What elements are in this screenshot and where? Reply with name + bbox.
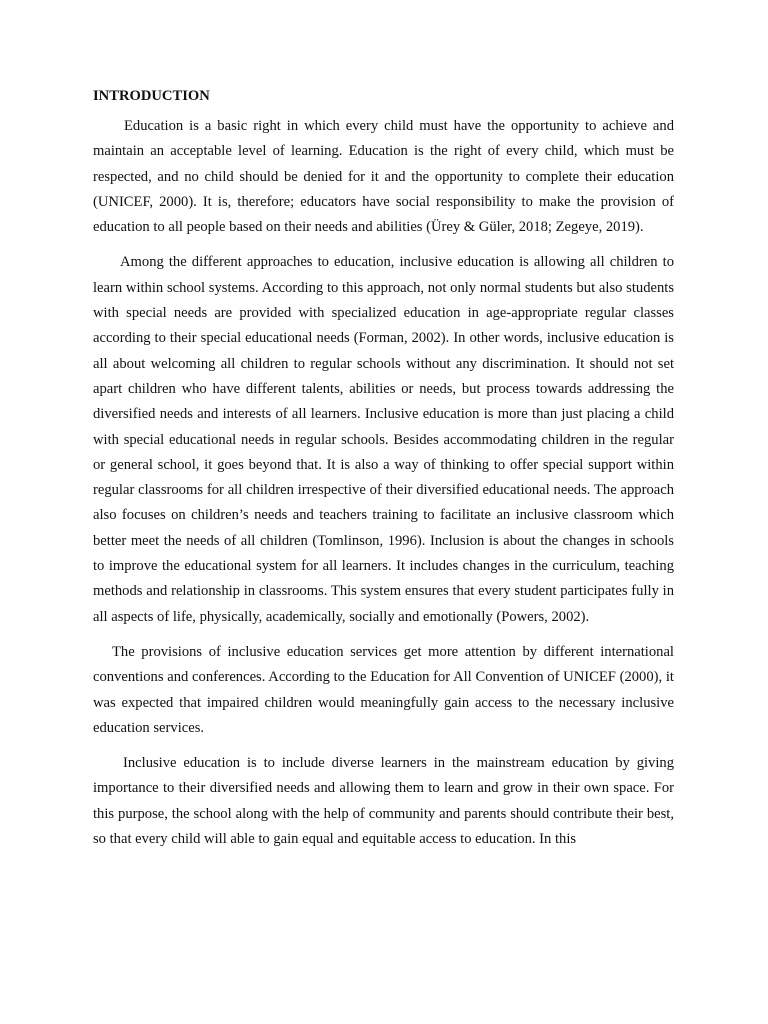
- paragraph-2: Among the different approaches to education, inclusive education is allowing all children to learn within school systems. According to this approach, not only normal students but also students with special needs are provided with specialized education in age-appropriate regular classes according to their special educational needs (Forman, 2002). In other words, inclusive education is all about welcoming all children to regular schools without any discrimination. It should not set apart children who have different talents, abilities or needs, but process towards addressing the diversified needs and interests of all learners. Inclusive education is more than just placing a child with special educational needs in regular schools. Besides accommodating children in the regular or general school, it goes beyond that. It is also a way of thinking to offer special support within regular classrooms for all children irrespective of their diversified educational needs. The approach also focuses on children’s needs and teachers training to facilitate an inclusive classroom which better meet the needs of all children (Tomlinson, 1996). Inclusion is about the changes in schools to improve the educational system for all learners. It includes changes in the curriculum, teaching methods and relationship in classrooms. This system ensures that every student participates fully in all aspects of life, physically, academically, socially and emotionally (Powers, 2002).: [93, 254, 674, 625]
- paragraph-3: The provisions of inclusive education services get more attention by different international conventions and conferences. According to the Education for All Convention of UNICEF (2000), it was expected that impaired children would meaningfully gain access to the necessary inclusive education services.: [93, 643, 674, 736]
- paragraph-1: Education is a basic right in which every child must have the opportunity to achieve and maintain an acceptable level of learning. Education is the right of every child, which must be respected, and no child should be denied for it and the opportunity to complete their education (UNICEF, 2000). It is, therefore; educators have social responsibility to make the provision of education to all people based on their needs and abilities (Ürey & Güler, 2018; Zegeye, 2019).: [93, 118, 674, 236]
- document-body: [93, 86, 674, 862]
- paragraph-4: Inclusive education is to include diverse learners in the mainstream education by giving importance to their diversified needs and allowing them to learn and grow in their own space. For this purpose, the school along with the help of community and parents should contribute their best, so that every child will able to gain equal and equitable access to education. In this: [93, 755, 674, 848]
- section-heading: INTRODUCTION: [93, 88, 210, 104]
